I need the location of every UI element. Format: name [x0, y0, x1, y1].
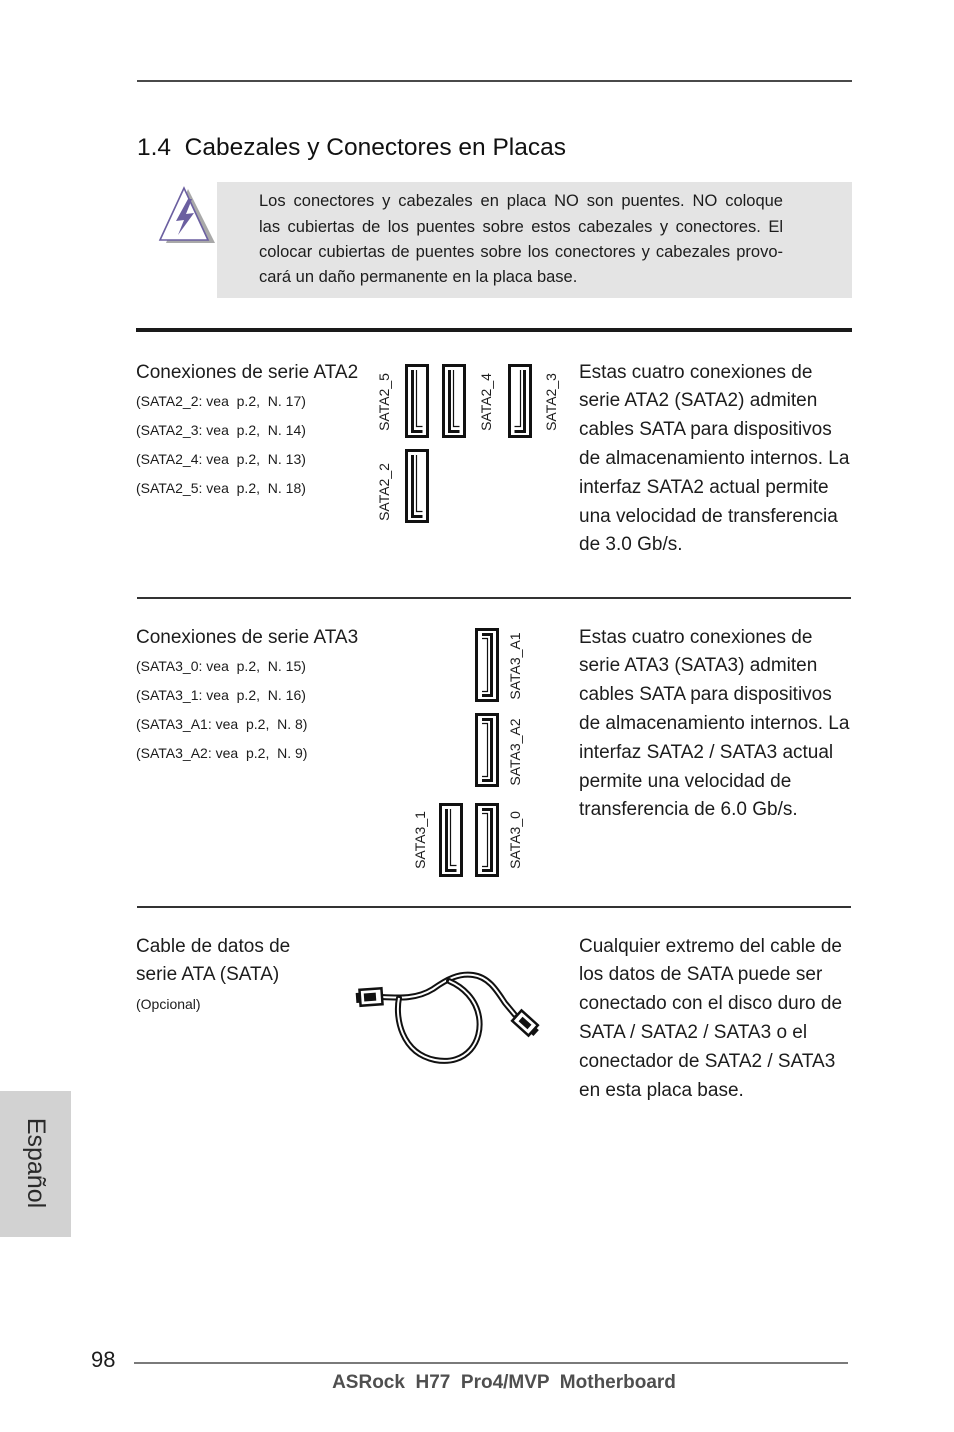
sata3-a1-connector: [475, 628, 499, 702]
description-line: SATA / SATA2 / SATA3 o el: [579, 1021, 808, 1043]
sata2-4-label: SATA2_4: [478, 373, 494, 431]
sata2-3-connector: [508, 364, 532, 438]
sata3-description: [579, 624, 869, 826]
sata3-a2-label: SATA3_A2: [507, 718, 523, 786]
language-label: Español: [22, 1117, 50, 1209]
sata3-1-connector: [439, 803, 463, 877]
page-number: 98: [91, 1347, 116, 1372]
sata-cable-icon: [355, 965, 545, 1070]
sata2-title: Conexiones de serie ATA2: [136, 361, 359, 383]
warning-line: colocar cubiertas de puentes sobre los conectores y cabezales provo-: [259, 242, 783, 261]
sata3-title: Conexiones de serie ATA3: [136, 626, 359, 648]
description-line: serie ATA2 (SATA2) admiten: [579, 390, 818, 412]
description-line: de almacenamiento internos. La: [579, 447, 850, 469]
sata2-5-connector: [405, 364, 429, 438]
cable-info: [136, 933, 290, 1019]
description-line: interfaz SATA2 / SATA3 actual: [579, 741, 834, 763]
sata2-4-connector: [442, 364, 466, 438]
warning-line: las cubiertas de los puentes sobre estos cabezales y conectores. El: [259, 217, 783, 236]
page-heading: 1.4 Cabezales y Conectores en Placas: [137, 134, 566, 161]
description-line: permite una velocidad de: [579, 770, 792, 792]
description-line: una velocidad de transferencia: [579, 505, 838, 527]
warning-text: [259, 189, 783, 290]
top-rule: [137, 80, 852, 82]
sata3-ref: (SATA3_A2: vea p.2, N. 9): [136, 744, 308, 761]
footer-rule: [134, 1362, 848, 1364]
description-line: conectador de SATA2 / SATA3: [579, 1050, 836, 1072]
description-line: Estas cuatro conexiones de: [579, 626, 813, 648]
cable-title: Cable de datos de: [136, 935, 291, 957]
sata3-a2-connector: [475, 713, 499, 787]
sata2-ref: (SATA2_5: vea p.2, N. 18): [136, 479, 306, 496]
description-line: interfaz SATA2 actual permite: [579, 476, 829, 498]
sata3-ref: (SATA3_1: vea p.2, N. 16): [136, 687, 306, 704]
sata2-2-connector: [405, 449, 429, 523]
description-line: Cualquier extremo del cable de: [579, 935, 842, 957]
warning-line: cará un daño permanente en la placa base.: [259, 268, 578, 287]
sata3-a1-label: SATA3_A1: [507, 632, 523, 700]
footer-title: ASRock H77 Pro4/MVP Motherboard: [332, 1372, 676, 1393]
sata2-ref: (SATA2_4: vea p.2, N. 13): [136, 450, 306, 467]
sata3-ref: (SATA3_A1: vea p.2, N. 8): [136, 715, 308, 732]
description-line: en esta placa base.: [579, 1079, 744, 1101]
description-line: de 3.0 Gb/s.: [579, 534, 683, 556]
sata2-3-label: SATA2_3: [543, 373, 559, 431]
sata2-5-label: SATA2_5: [376, 373, 392, 431]
sata3-0-connector: [475, 803, 499, 877]
sata2-info: [136, 359, 358, 503]
cable-title: serie ATA (SATA): [136, 964, 280, 986]
sata2-2-label: SATA2_2: [376, 463, 392, 521]
section-rule-thick: [136, 328, 852, 332]
cable-note: (Opcional): [136, 996, 201, 1013]
sata3-0-label: SATA3_0: [507, 811, 523, 869]
description-line: los datos de SATA puede ser: [579, 964, 823, 986]
description-line: transferencia de 6.0 Gb/s.: [579, 799, 798, 821]
warning-line: Los conectores y cabezales en placa NO son puentes. NO coloque: [259, 192, 783, 211]
sata3-info: [136, 624, 358, 768]
cable-description: [579, 933, 869, 1106]
description-line: cables SATA para dispositivos: [579, 684, 832, 706]
description-line: de almacenamiento internos. La: [579, 712, 850, 734]
description-line: serie ATA3 (SATA3) admiten: [579, 655, 818, 677]
sata3-1-label: SATA3_1: [412, 811, 428, 869]
sata3-ref: (SATA3_0: vea p.2, N. 15): [136, 658, 306, 675]
section-rule: [137, 597, 851, 599]
warning-triangle-icon: [157, 186, 217, 246]
sata2-ref: (SATA2_3: vea p.2, N. 14): [136, 422, 306, 439]
description-line: cables SATA para dispositivos: [579, 419, 832, 441]
sata2-description: [579, 359, 869, 561]
description-line: conectado con el disco duro de: [579, 993, 843, 1015]
description-line: Estas cuatro conexiones de: [579, 361, 813, 383]
section-rule: [137, 906, 851, 908]
language-side-tab: [0, 1091, 71, 1237]
sata2-ref: (SATA2_2: vea p.2, N. 17): [136, 393, 306, 410]
